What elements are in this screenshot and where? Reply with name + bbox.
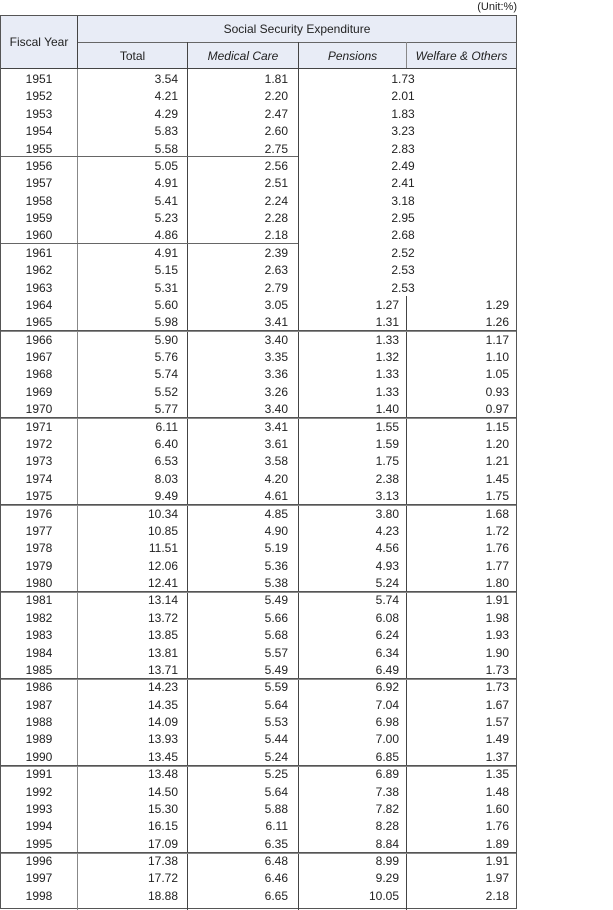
cell-pensions: 6.49 [375, 662, 399, 677]
cell-medical-care: 5.49 [264, 662, 288, 677]
cell-medical-care: 3.40 [264, 402, 288, 417]
cell-welfare-others: 1.48 [485, 784, 509, 799]
cell-fiscal-year: 1995 [25, 836, 53, 851]
cell-medical-care: 2.51 [264, 176, 288, 191]
cell-fiscal-year: 1994 [25, 819, 53, 834]
cell-welfare-others: 1.75 [485, 489, 509, 504]
cell-welfare-others: 1.97 [485, 871, 509, 886]
cell-pensions: 1.55 [375, 419, 399, 434]
header-fiscal-year [1, 16, 77, 68]
cell-pensions-welfare-combined: 1.83 [391, 106, 415, 121]
divider [1, 68, 516, 69]
cell-fiscal-year: 1992 [25, 784, 53, 799]
cell-pensions: 4.93 [375, 558, 399, 573]
cell-pensions-welfare-combined: 2.01 [391, 89, 415, 104]
cell-total: 5.23 [154, 211, 178, 226]
cell-welfare-others: 1.80 [485, 576, 509, 591]
cell-total: 4.29 [154, 106, 178, 121]
cell-medical-care: 3.26 [264, 384, 288, 399]
cell-pensions-welfare-combined: 3.18 [391, 193, 415, 208]
cell-pensions: 6.85 [375, 749, 399, 764]
cell-total: 5.74 [154, 367, 178, 382]
cell-total: 5.77 [154, 402, 178, 417]
cell-welfare-others: 2.18 [485, 888, 509, 903]
group-separator [1, 765, 516, 767]
cell-fiscal-year: 1961 [25, 245, 53, 260]
cell-pensions: 8.99 [375, 854, 399, 869]
cell-pensions: 5.74 [375, 593, 399, 608]
cell-fiscal-year: 1953 [25, 106, 53, 121]
cell-total: 18.88 [147, 888, 178, 903]
cell-medical-care: 2.24 [264, 193, 288, 208]
cell-medical-care: 2.75 [264, 141, 288, 156]
cell-total: 14.50 [147, 784, 178, 799]
cell-welfare-others: 1.37 [485, 749, 509, 764]
cell-total: 4.86 [154, 228, 178, 243]
cell-fiscal-year: 1956 [25, 158, 53, 173]
cell-fiscal-year: 1965 [25, 315, 53, 330]
cell-fiscal-year: 1957 [25, 176, 53, 191]
cell-pensions: 1.33 [375, 367, 399, 382]
header-welfare-others [407, 43, 516, 68]
cell-welfare-others: 1.20 [485, 436, 509, 451]
cell-fiscal-year: 1959 [25, 211, 53, 226]
cell-fiscal-year: 1952 [25, 89, 53, 104]
cell-welfare-others: 1.77 [485, 558, 509, 573]
cell-fiscal-year: 1972 [25, 436, 53, 451]
cell-medical-care: 5.59 [264, 680, 288, 695]
cell-fiscal-year: 1983 [25, 628, 53, 643]
cell-medical-care: 2.79 [264, 280, 288, 295]
cell-medical-care: 5.25 [264, 767, 288, 782]
cell-pensions-welfare-combined: 2.49 [391, 158, 415, 173]
cell-medical-care: 2.20 [264, 89, 288, 104]
cell-pensions: 6.89 [375, 767, 399, 782]
cell-fiscal-year: 1954 [25, 124, 53, 139]
cell-medical-care: 2.18 [264, 228, 288, 243]
cell-welfare-others: 1.76 [485, 819, 509, 834]
cell-pensions-welfare-combined: 2.68 [391, 228, 415, 243]
cell-fiscal-year: 1987 [25, 697, 53, 712]
cell-medical-care: 5.49 [264, 593, 288, 608]
cell-pensions: 3.80 [375, 506, 399, 521]
cell-total: 8.03 [154, 471, 178, 486]
cell-pensions: 6.92 [375, 680, 399, 695]
cell-pensions: 6.34 [375, 645, 399, 660]
cell-total: 6.11 [155, 419, 178, 434]
cell-welfare-others: 1.15 [485, 419, 509, 434]
cell-pensions-welfare-combined: 2.41 [391, 176, 415, 191]
cell-medical-care: 6.11 [265, 819, 288, 834]
cell-pensions-welfare-combined: 2.53 [391, 280, 415, 295]
cell-total: 11.51 [148, 541, 178, 556]
group-separator [1, 678, 516, 680]
cell-fiscal-year: 1998 [25, 888, 53, 903]
cell-total: 13.48 [147, 767, 178, 782]
cell-fiscal-year: 1971 [25, 419, 53, 434]
cell-fiscal-year: 1985 [25, 662, 53, 677]
cell-welfare-others: 1.26 [485, 315, 509, 330]
cell-medical-care: 5.64 [264, 697, 288, 712]
cell-medical-care: 5.88 [264, 801, 288, 816]
cell-total: 12.06 [147, 558, 178, 573]
group-separator [1, 243, 298, 244]
cell-medical-care: 5.19 [264, 541, 288, 556]
cell-fiscal-year: 1981 [25, 593, 53, 608]
cell-welfare-others: 1.73 [485, 662, 509, 677]
cell-medical-care: 3.05 [264, 297, 288, 312]
cell-total: 13.14 [147, 593, 178, 608]
cell-total: 5.41 [154, 193, 178, 208]
cell-fiscal-year: 1993 [25, 801, 53, 816]
unit-label: (Unit:%) [477, 1, 517, 13]
header-group-label: Social Security Expenditure [223, 22, 371, 36]
cell-total: 14.23 [147, 680, 178, 695]
cell-fiscal-year: 1958 [25, 193, 53, 208]
cell-total: 4.21 [154, 89, 178, 104]
cell-medical-care: 5.36 [264, 558, 288, 573]
cell-fiscal-year: 1974 [25, 471, 53, 486]
cell-total: 10.85 [147, 523, 178, 538]
cell-total: 6.40 [154, 436, 178, 451]
cell-medical-care: 2.63 [264, 263, 288, 278]
cell-fiscal-year: 1977 [25, 523, 53, 538]
cell-welfare-others: 1.98 [485, 610, 509, 625]
cell-welfare-others: 1.72 [485, 523, 509, 538]
cell-pensions: 10.05 [368, 888, 399, 903]
cell-total: 17.72 [147, 871, 178, 886]
cell-medical-care: 4.61 [264, 489, 288, 504]
header-total-label: Total [119, 48, 146, 63]
cell-medical-care: 4.90 [264, 523, 288, 538]
cell-fiscal-year: 1967 [25, 350, 53, 365]
cell-total: 15.30 [147, 801, 178, 816]
cell-total: 5.90 [154, 332, 178, 347]
cell-fiscal-year: 1970 [25, 402, 53, 417]
cell-medical-care: 5.57 [264, 645, 288, 660]
cell-pensions: 8.84 [375, 836, 399, 851]
cell-fiscal-year: 1960 [25, 228, 53, 243]
cell-medical-care: 2.60 [264, 124, 288, 139]
cell-medical-care: 3.40 [264, 332, 288, 347]
cell-welfare-others: 1.91 [485, 593, 509, 608]
divider [406, 42, 407, 68]
cell-pensions-welfare-combined: 3.23 [391, 124, 415, 139]
cell-fiscal-year: 1976 [25, 506, 53, 521]
cell-pensions-welfare-combined: 1.73 [391, 72, 415, 86]
cell-medical-care: 5.64 [264, 784, 288, 799]
cell-pensions: 4.23 [375, 523, 399, 538]
cell-welfare-others: 1.90 [485, 645, 509, 660]
header-pensions [299, 43, 406, 68]
header-pensions-label: Pensions [327, 48, 378, 63]
cell-welfare-others: 1.29 [485, 297, 509, 312]
cell-fiscal-year: 1966 [25, 332, 53, 347]
cell-welfare-others: 1.76 [485, 541, 509, 556]
cell-total: 13.71 [147, 662, 178, 677]
cell-pensions: 9.29 [375, 871, 399, 886]
cell-total: 13.93 [147, 732, 178, 747]
cell-total: 6.53 [154, 454, 178, 469]
cell-total: 10.34 [147, 506, 178, 521]
header-group [78, 16, 516, 42]
cell-medical-care: 2.28 [264, 211, 288, 226]
cell-pensions: 4.56 [375, 541, 399, 556]
cell-total: 5.31 [154, 280, 178, 295]
cell-fiscal-year: 1986 [25, 680, 53, 695]
cell-pensions: 1.31 [375, 315, 399, 330]
cell-welfare-others: 1.21 [485, 454, 509, 469]
cell-total: 17.38 [147, 854, 178, 869]
cell-pensions: 3.13 [375, 489, 399, 504]
cell-pensions: 1.27 [375, 297, 399, 312]
header-medical-care [188, 43, 298, 68]
cell-pensions: 7.04 [375, 697, 399, 712]
cell-total: 14.35 [147, 697, 178, 712]
cell-welfare-others: 1.49 [485, 732, 509, 747]
cell-welfare-others: 0.93 [485, 384, 509, 399]
cell-fiscal-year: 1984 [25, 645, 53, 660]
cell-pensions-welfare-combined: 2.53 [391, 263, 415, 278]
social-security-table [0, 15, 517, 909]
cell-pensions: 8.28 [375, 819, 399, 834]
cell-medical-care: 2.56 [264, 158, 288, 173]
cell-fiscal-year: 1991 [25, 767, 53, 782]
cell-total: 5.83 [154, 124, 178, 139]
cell-welfare-others: 1.45 [485, 471, 509, 486]
cell-fiscal-year: 1964 [25, 297, 53, 312]
cell-medical-care: 6.35 [264, 836, 288, 851]
cell-pensions: 1.59 [375, 436, 399, 451]
divider [298, 42, 299, 68]
cell-pensions: 6.24 [375, 628, 399, 643]
cell-fiscal-year: 1955 [25, 141, 53, 156]
cell-pensions: 1.32 [375, 350, 399, 365]
cell-fiscal-year: 1979 [25, 558, 53, 573]
cell-fiscal-year: 1997 [25, 871, 53, 886]
cell-pensions: 7.38 [375, 784, 399, 799]
cell-fiscal-year: 1951 [25, 72, 53, 86]
cell-fiscal-year: 1989 [25, 732, 53, 747]
cell-total: 12.41 [147, 576, 178, 591]
cell-welfare-others: 1.17 [485, 332, 509, 347]
cell-medical-care: 2.47 [264, 106, 288, 121]
cell-total: 3.54 [154, 72, 178, 86]
cell-fiscal-year: 1980 [25, 576, 53, 591]
header-welfare-others-label: Welfare & Others [415, 48, 508, 63]
cell-total: 16.15 [147, 819, 178, 834]
header-total [78, 43, 187, 68]
cell-medical-care: 2.39 [264, 245, 288, 260]
cell-total: 5.52 [154, 384, 178, 399]
group-separator [1, 417, 516, 419]
cell-total: 13.72 [147, 610, 178, 625]
cell-pensions-welfare-combined: 2.52 [391, 245, 415, 260]
cell-medical-care: 3.41 [264, 419, 288, 434]
cell-welfare-others: 1.05 [485, 367, 509, 382]
cell-pensions-welfare-combined: 2.95 [391, 211, 415, 226]
cell-fiscal-year: 1975 [25, 489, 53, 504]
cell-medical-care: 3.58 [264, 454, 288, 469]
cell-medical-care: 3.61 [264, 436, 288, 451]
cell-fiscal-year: 1978 [25, 541, 53, 556]
cell-welfare-others: 1.91 [485, 854, 509, 869]
cell-total: 5.98 [154, 315, 178, 330]
cell-pensions: 7.82 [375, 801, 399, 816]
cell-medical-care: 6.65 [264, 888, 288, 903]
cell-fiscal-year: 1968 [25, 367, 53, 382]
cell-welfare-others: 0.97 [485, 402, 509, 417]
divider [406, 296, 407, 910]
cell-welfare-others: 1.35 [485, 767, 509, 782]
cell-welfare-others: 1.68 [485, 506, 509, 521]
group-separator [1, 591, 516, 593]
cell-medical-care: 6.48 [264, 854, 288, 869]
cell-total: 4.91 [154, 176, 178, 191]
cell-welfare-others: 1.57 [485, 715, 509, 730]
cell-total: 14.09 [147, 715, 178, 730]
cell-medical-care: 6.46 [264, 871, 288, 886]
header-fiscal-year-label: Fiscal Year [9, 35, 69, 49]
cell-medical-care: 4.20 [264, 471, 288, 486]
cell-total: 5.05 [154, 158, 178, 173]
cell-fiscal-year: 1996 [25, 854, 53, 869]
cell-medical-care: 3.36 [264, 367, 288, 382]
cell-welfare-others: 1.73 [485, 680, 509, 695]
cell-total: 5.60 [154, 297, 178, 312]
cell-medical-care: 5.68 [264, 628, 288, 643]
cell-pensions: 6.08 [375, 610, 399, 625]
cell-total: 5.15 [154, 263, 178, 278]
cell-pensions: 7.00 [375, 732, 399, 747]
cell-total: 13.85 [147, 628, 178, 643]
cell-total: 9.49 [154, 489, 178, 504]
group-separator [1, 330, 516, 332]
divider [78, 42, 516, 43]
cell-welfare-others: 1.67 [485, 697, 509, 712]
cell-fiscal-year: 1973 [25, 454, 53, 469]
cell-fiscal-year: 1988 [25, 715, 53, 730]
cell-pensions: 2.38 [375, 471, 399, 486]
cell-pensions: 1.33 [375, 332, 399, 347]
header-medical-care-label: Medical Care [207, 48, 279, 63]
cell-pensions-welfare-combined: 2.83 [391, 141, 415, 156]
cell-total: 13.81 [147, 645, 178, 660]
cell-medical-care: 3.41 [264, 315, 288, 330]
cell-medical-care: 3.35 [264, 350, 288, 365]
group-separator [1, 504, 516, 506]
cell-medical-care: 1.81 [264, 72, 288, 86]
divider [187, 42, 188, 68]
cell-pensions: 1.40 [375, 402, 399, 417]
cell-total: 5.76 [154, 350, 178, 365]
group-separator [1, 852, 516, 854]
cell-total: 13.45 [147, 749, 178, 764]
cell-medical-care: 5.24 [264, 749, 288, 764]
cell-pensions: 6.98 [375, 715, 399, 730]
cell-fiscal-year: 1963 [25, 280, 53, 295]
cell-pensions: 1.75 [375, 454, 399, 469]
cell-welfare-others: 1.10 [485, 350, 509, 365]
cell-total: 4.91 [154, 245, 178, 260]
cell-total: 5.58 [154, 141, 178, 156]
cell-medical-care: 4.85 [264, 506, 288, 521]
cell-medical-care: 5.66 [264, 610, 288, 625]
cell-fiscal-year: 1969 [25, 384, 53, 399]
cell-welfare-others: 1.60 [485, 801, 509, 816]
cell-medical-care: 5.53 [264, 715, 288, 730]
cell-total: 17.09 [147, 836, 178, 851]
cell-pensions: 1.33 [375, 384, 399, 399]
cell-fiscal-year: 1990 [25, 749, 53, 764]
cell-medical-care: 5.44 [264, 732, 288, 747]
cell-fiscal-year: 1982 [25, 610, 53, 625]
cell-medical-care: 5.38 [264, 576, 288, 591]
cell-pensions: 5.24 [375, 576, 399, 591]
cell-fiscal-year: 1962 [25, 263, 53, 278]
cell-welfare-others: 1.89 [485, 836, 509, 851]
cell-welfare-others: 1.93 [485, 628, 509, 643]
group-separator [1, 156, 298, 157]
